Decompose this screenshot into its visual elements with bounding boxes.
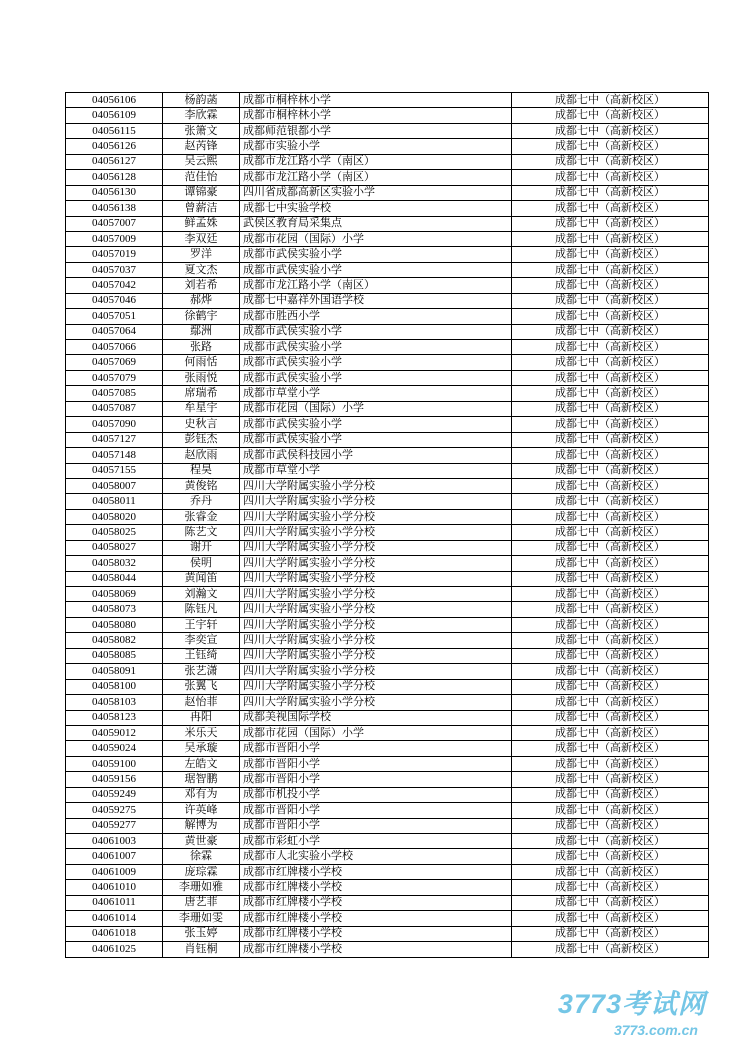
table-row [66,741,709,756]
admitted-school-cell: 成都七中（高新校区） [512,201,709,216]
school-cell: 成都市红牌楼小学校 [240,864,512,879]
student-id-cell: 04057079 [66,370,163,385]
table-row [66,108,709,123]
admitted-school-cell: 成都七中（高新校区） [512,278,709,293]
table-row [66,895,709,910]
school-cell: 成都市晋阳小学 [240,756,512,771]
student-name-cell: 王钰绮 [163,648,240,663]
student-name-cell: 左皓文 [163,756,240,771]
student-name-cell: 邓有为 [163,787,240,802]
school-cell: 四川大学附属实验小学分校 [240,587,512,602]
student-id-cell: 04057046 [66,293,163,308]
school-cell: 四川大学附属实验小学分校 [240,571,512,586]
student-id-cell: 04059024 [66,741,163,756]
student-id-cell: 04057042 [66,278,163,293]
student-id-cell: 04058032 [66,556,163,571]
admitted-school-cell: 成都七中（高新校区） [512,324,709,339]
student-id-cell: 04057127 [66,432,163,447]
student-name-cell: 何雨恬 [163,355,240,370]
student-name-cell: 张雨悦 [163,370,240,385]
student-id-cell: 04056127 [66,154,163,169]
school-cell: 成都市人北实验小学校 [240,849,512,864]
school-cell: 成都市草堂小学 [240,463,512,478]
school-cell: 成都市机投小学 [240,787,512,802]
table-row [66,602,709,617]
school-cell: 四川大学附属实验小学分校 [240,478,512,493]
student-id-cell: 04057007 [66,216,163,231]
student-name-cell: 谢开 [163,540,240,555]
table-row [66,525,709,540]
admitted-school-cell: 成都七中（高新校区） [512,448,709,463]
table-row [66,787,709,802]
school-cell: 成都市武侯实验小学 [240,324,512,339]
table-row [66,679,709,694]
admitted-school-cell: 成都七中（高新校区） [512,648,709,663]
admitted-school-cell: 成都七中（高新校区） [512,571,709,586]
school-cell: 成都市实验小学 [240,139,512,154]
school-cell: 成都市龙江路小学（南区） [240,170,512,185]
school-cell: 成都七中实验学校 [240,201,512,216]
student-name-cell: 徐鹤宇 [163,309,240,324]
school-cell: 成都市武侯实验小学 [240,247,512,262]
student-id-cell: 04061010 [66,880,163,895]
admitted-school-cell: 成都七中（高新校区） [512,725,709,740]
table-row [66,231,709,246]
student-name-cell: 李欣霖 [163,108,240,123]
table-row [66,587,709,602]
student-id-cell: 04056128 [66,170,163,185]
school-cell: 四川大学附属实验小学分校 [240,540,512,555]
student-name-cell: 黄俊铭 [163,478,240,493]
student-name-cell: 史秋言 [163,417,240,432]
school-cell: 四川大学附属实验小学分校 [240,494,512,509]
student-name-cell: 程昊 [163,463,240,478]
school-cell: 四川省成都高新区实验小学 [240,185,512,200]
student-id-cell: 04061014 [66,911,163,926]
student-id-cell: 04059156 [66,772,163,787]
school-cell: 成都市桐梓林小学 [240,93,512,108]
student-name-cell: 赵欣雨 [163,448,240,463]
watermark-site-url: 3773.com.cn [613,1022,698,1038]
student-id-cell: 04057087 [66,401,163,416]
admitted-school-cell: 成都七中（高新校区） [512,695,709,710]
student-name-cell: 乔丹 [163,494,240,509]
admitted-school-cell: 成都七中（高新校区） [512,478,709,493]
student-id-cell: 04056130 [66,185,163,200]
table-row [66,710,709,725]
admitted-school-cell: 成都七中（高新校区） [512,587,709,602]
admitted-school-cell: 成都七中（高新校区） [512,231,709,246]
table-row [66,278,709,293]
student-name-cell: 黄闻笛 [163,571,240,586]
student-name-cell: 鄢洲 [163,324,240,339]
school-cell: 成都市红牌楼小学校 [240,942,512,958]
school-cell: 成都市武侯实验小学 [240,355,512,370]
table-row [66,911,709,926]
watermark [558,982,706,1038]
table-row [66,185,709,200]
table-row [66,355,709,370]
school-cell: 四川大学附属实验小学分校 [240,509,512,524]
school-cell: 成都市武侯实验小学 [240,262,512,277]
student-name-cell: 范佳怡 [163,170,240,185]
admitted-school-cell: 成都七中（高新校区） [512,417,709,432]
student-id-cell: 04061003 [66,834,163,849]
student-id-cell: 04057148 [66,448,163,463]
table-row [66,633,709,648]
student-id-cell: 04058100 [66,679,163,694]
school-cell: 成都市晋阳小学 [240,818,512,833]
student-name-cell: 庞琮霖 [163,864,240,879]
table-row [66,509,709,524]
student-name-cell: 唐艺菲 [163,895,240,910]
student-name-cell: 徐霖 [163,849,240,864]
table-row [66,170,709,185]
student-name-cell: 张玉婷 [163,926,240,941]
admitted-school-cell: 成都七中（高新校区） [512,664,709,679]
student-name-cell: 米乐天 [163,725,240,740]
student-name-cell: 郝烨 [163,293,240,308]
table-row [66,494,709,509]
student-id-cell: 04058069 [66,587,163,602]
school-cell: 四川大学附属实验小学分校 [240,602,512,617]
student-id-cell: 04058085 [66,648,163,663]
student-name-cell: 许英峰 [163,803,240,818]
student-id-cell: 04056106 [66,93,163,108]
student-id-cell: 04059277 [66,818,163,833]
student-id-cell: 04059012 [66,725,163,740]
student-id-cell: 04058123 [66,710,163,725]
student-name-cell: 张箫文 [163,123,240,138]
table-row [66,123,709,138]
student-id-cell: 04057085 [66,386,163,401]
table-row [66,293,709,308]
school-cell: 成都市胜西小学 [240,309,512,324]
table-row [66,463,709,478]
table-row [66,803,709,818]
admitted-school-cell: 成都七中（高新校区） [512,370,709,385]
student-name-cell: 陈钰凡 [163,602,240,617]
student-id-cell: 04057037 [66,262,163,277]
school-cell: 四川大学附属实验小学分校 [240,556,512,571]
admitted-school-cell: 成都七中（高新校区） [512,787,709,802]
admitted-school-cell: 成都七中（高新校区） [512,864,709,879]
school-cell: 成都市武侯实验小学 [240,432,512,447]
admitted-school-cell: 成都七中（高新校区） [512,911,709,926]
school-cell: 四川大学附属实验小学分校 [240,633,512,648]
student-id-cell: 04058020 [66,509,163,524]
student-name-cell: 解博为 [163,818,240,833]
student-name-cell: 琚智鹏 [163,772,240,787]
school-cell: 成都市红牌楼小学校 [240,880,512,895]
table-row [66,216,709,231]
admitted-school-cell: 成都七中（高新校区） [512,525,709,540]
student-name-cell: 杨韵菡 [163,93,240,108]
school-cell: 成都美视国际学校 [240,710,512,725]
table-row [66,849,709,864]
school-cell: 成都市武侯科技园小学 [240,448,512,463]
student-id-cell: 04061018 [66,926,163,941]
admitted-school-cell: 成都七中（高新校区） [512,247,709,262]
school-cell: 成都师范银都小学 [240,123,512,138]
table-row [66,756,709,771]
student-id-cell: 04058082 [66,633,163,648]
school-cell: 四川大学附属实验小学分校 [240,525,512,540]
student-id-cell: 04058080 [66,617,163,632]
student-id-cell: 04061009 [66,864,163,879]
table-row [66,648,709,663]
school-cell: 成都市晋阳小学 [240,741,512,756]
student-id-cell: 04056126 [66,139,163,154]
school-cell: 成都市红牌楼小学校 [240,926,512,941]
student-name-cell: 鲜孟姝 [163,216,240,231]
table-row [66,432,709,447]
student-name-cell: 侯明 [163,556,240,571]
roster-body [66,93,709,958]
student-name-cell: 彭钰杰 [163,432,240,447]
table-row [66,247,709,262]
student-id-cell: 04059275 [66,803,163,818]
school-cell: 四川大学附属实验小学分校 [240,679,512,694]
student-id-cell: 04057051 [66,309,163,324]
school-cell: 成都市桐梓林小学 [240,108,512,123]
school-cell: 成都市龙江路小学（南区） [240,154,512,169]
table-row [66,309,709,324]
table-row [66,942,709,958]
student-name-cell: 李双廷 [163,231,240,246]
admitted-school-cell: 成都七中（高新校区） [512,309,709,324]
school-cell: 成都市花园（国际）小学 [240,725,512,740]
student-id-cell: 04058025 [66,525,163,540]
admitted-school-cell: 成都七中（高新校区） [512,803,709,818]
admitted-school-cell: 成都七中（高新校区） [512,216,709,231]
school-cell: 四川大学附属实验小学分校 [240,695,512,710]
admitted-school-cell: 成都七中（高新校区） [512,834,709,849]
admitted-school-cell: 成都七中（高新校区） [512,556,709,571]
student-name-cell: 吴承璇 [163,741,240,756]
student-id-cell: 04061011 [66,895,163,910]
student-name-cell: 谭锦豪 [163,185,240,200]
admitted-school-cell: 成都七中（高新校区） [512,108,709,123]
student-id-cell: 04061007 [66,849,163,864]
admitted-school-cell: 成都七中（高新校区） [512,849,709,864]
admitted-school-cell: 成都七中（高新校区） [512,633,709,648]
student-id-cell: 04059249 [66,787,163,802]
school-cell: 成都市红牌楼小学校 [240,911,512,926]
table-row [66,664,709,679]
student-name-cell: 张艺潇 [163,664,240,679]
school-cell: 成都市草堂小学 [240,386,512,401]
table-row [66,340,709,355]
student-name-cell: 王宇轩 [163,617,240,632]
student-id-cell: 04057019 [66,247,163,262]
table-row [66,834,709,849]
school-cell: 成都市花园（国际）小学 [240,231,512,246]
admitted-school-cell: 成都七中（高新校区） [512,432,709,447]
table-row [66,417,709,432]
student-id-cell: 04061025 [66,942,163,958]
watermark-site-name: 3773考试网 [557,989,706,1019]
table-row [66,540,709,555]
admitted-school-cell: 成都七中（高新校区） [512,401,709,416]
student-id-cell: 04058044 [66,571,163,586]
student-name-cell: 席瑞希 [163,386,240,401]
student-id-cell: 04058007 [66,478,163,493]
admitted-school-cell: 成都七中（高新校区） [512,818,709,833]
student-name-cell: 罗洋 [163,247,240,262]
table-row [66,571,709,586]
admitted-school-cell: 成都七中（高新校区） [512,509,709,524]
table-row [66,926,709,941]
admitted-school-cell: 成都七中（高新校区） [512,93,709,108]
table-row [66,154,709,169]
admitted-school-cell: 成都七中（高新校区） [512,926,709,941]
student-name-cell: 李珊如雅 [163,880,240,895]
student-id-cell: 04057066 [66,340,163,355]
admitted-school-cell: 成都七中（高新校区） [512,262,709,277]
student-name-cell: 黄世豪 [163,834,240,849]
admitted-school-cell: 成都七中（高新校区） [512,772,709,787]
table-row [66,262,709,277]
student-id-cell: 04056138 [66,201,163,216]
table-row [66,818,709,833]
table-row [66,695,709,710]
admitted-school-cell: 成都七中（高新校区） [512,154,709,169]
table-row [66,864,709,879]
student-name-cell: 肖钰桐 [163,942,240,958]
admitted-school-cell: 成都七中（高新校区） [512,540,709,555]
student-id-cell: 04058091 [66,664,163,679]
student-name-cell: 陈艺文 [163,525,240,540]
student-id-cell: 04059100 [66,756,163,771]
student-id-cell: 04057069 [66,355,163,370]
admitted-school-cell: 成都七中（高新校区） [512,139,709,154]
table-row [66,448,709,463]
student-name-cell: 张睿金 [163,509,240,524]
admitted-school-cell: 成都七中（高新校区） [512,942,709,958]
school-cell: 成都市武侯实验小学 [240,370,512,385]
student-name-cell: 吴云熙 [163,154,240,169]
student-id-cell: 04057009 [66,231,163,246]
admitted-school-cell: 成都七中（高新校区） [512,340,709,355]
table-row [66,556,709,571]
table-row [66,772,709,787]
student-name-cell: 李奕宣 [163,633,240,648]
school-cell: 成都市武侯实验小学 [240,340,512,355]
table-row [66,617,709,632]
table-row [66,93,709,108]
admitted-school-cell: 成都七中（高新校区） [512,170,709,185]
table-row [66,386,709,401]
admitted-school-cell: 成都七中（高新校区） [512,880,709,895]
school-cell: 四川大学附属实验小学分校 [240,648,512,663]
student-name-cell: 牟星宇 [163,401,240,416]
table-row [66,139,709,154]
table-row [66,478,709,493]
school-cell: 四川大学附属实验小学分校 [240,617,512,632]
admitted-school-cell: 成都七中（高新校区） [512,602,709,617]
admitted-school-cell: 成都七中（高新校区） [512,895,709,910]
student-name-cell: 李珊如雯 [163,911,240,926]
student-name-cell: 夏文杰 [163,262,240,277]
student-id-cell: 04057090 [66,417,163,432]
admitted-school-cell: 成都七中（高新校区） [512,293,709,308]
student-name-cell: 刘若希 [163,278,240,293]
student-id-cell: 04056115 [66,123,163,138]
admitted-school-cell: 成都七中（高新校区） [512,756,709,771]
table-row [66,401,709,416]
table-row [66,201,709,216]
student-id-cell: 04058103 [66,695,163,710]
admitted-school-cell: 成都七中（高新校区） [512,741,709,756]
student-name-cell: 刘瀚文 [163,587,240,602]
student-id-cell: 04058073 [66,602,163,617]
admitted-school-cell: 成都七中（高新校区） [512,123,709,138]
school-cell: 武侯区教育局采集点 [240,216,512,231]
table-row [66,880,709,895]
school-cell: 成都市晋阳小学 [240,803,512,818]
admitted-school-cell: 成都七中（高新校区） [512,710,709,725]
school-cell: 成都市红牌楼小学校 [240,895,512,910]
school-cell: 成都市花园（国际）小学 [240,401,512,416]
admitted-school-cell: 成都七中（高新校区） [512,463,709,478]
school-cell: 成都市龙江路小学（南区） [240,278,512,293]
student-name-cell: 张翼飞 [163,679,240,694]
student-name-cell: 张路 [163,340,240,355]
student-name-cell: 曾薪洁 [163,201,240,216]
student-name-cell: 赵芮锋 [163,139,240,154]
admitted-school-cell: 成都七中（高新校区） [512,355,709,370]
student-name-cell: 冉阳 [163,710,240,725]
admitted-school-cell: 成都七中（高新校区） [512,386,709,401]
school-cell: 成都市武侯实验小学 [240,417,512,432]
student-id-cell: 04056109 [66,108,163,123]
school-cell: 成都七中嘉祥外国语学校 [240,293,512,308]
student-id-cell: 04057064 [66,324,163,339]
student-roster-table [65,92,709,958]
admitted-school-cell: 成都七中（高新校区） [512,679,709,694]
table-row [66,324,709,339]
table-row [66,370,709,385]
table-row [66,725,709,740]
student-id-cell: 04057155 [66,463,163,478]
school-cell: 四川大学附属实验小学分校 [240,664,512,679]
admitted-school-cell: 成都七中（高新校区） [512,494,709,509]
admitted-school-cell: 成都七中（高新校区） [512,617,709,632]
student-id-cell: 04058027 [66,540,163,555]
school-cell: 成都市彩虹小学 [240,834,512,849]
school-cell: 成都市晋阳小学 [240,772,512,787]
student-name-cell: 赵怡菲 [163,695,240,710]
admitted-school-cell: 成都七中（高新校区） [512,185,709,200]
student-id-cell: 04058011 [66,494,163,509]
